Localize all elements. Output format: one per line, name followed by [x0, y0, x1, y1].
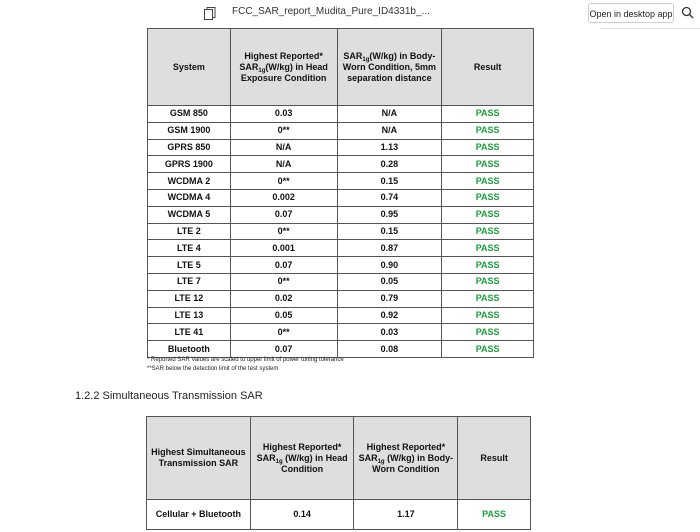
cell-result: PASS — [442, 341, 534, 358]
header-body-sar: Highest Reported* $SAR_{1g}$ (W/kg) in Body-Worn Condition — [354, 417, 458, 500]
cell-system: GPRS 850 — [148, 139, 231, 156]
cell-system: LTE 2 — [148, 223, 231, 240]
cell-result: PASS — [442, 257, 534, 274]
cell-result: PASS — [442, 290, 534, 307]
cell-body: 0.90 — [337, 257, 442, 274]
document-title: FCC_SAR_report_Mudita_Pure_ID4331b_... — [232, 6, 430, 17]
cell-head: 0** — [230, 173, 337, 190]
cell-system: GSM 850 — [148, 106, 231, 123]
table-row — [148, 257, 534, 274]
cell-body: 0.74 — [337, 189, 442, 206]
table-row — [148, 106, 534, 123]
table-row — [148, 240, 534, 257]
cell-head: 0.07 — [230, 341, 337, 358]
cell-result: PASS — [442, 307, 534, 324]
cell-head: 0** — [230, 324, 337, 341]
cell-body: 0.95 — [337, 206, 442, 223]
cell-head: 0.001 — [230, 240, 337, 257]
cell-system: Bluetooth — [148, 341, 231, 358]
table-row — [148, 206, 534, 223]
cell-col1: Cellular + Bluetooth — [147, 500, 251, 530]
table-row — [148, 273, 534, 290]
table-note-detection-limit: **SAR below the detection limit of the test system — [147, 366, 279, 372]
cell-result: PASS — [442, 106, 534, 123]
cell-result: PASS — [442, 223, 534, 240]
cell-head: N/A — [230, 139, 337, 156]
cell-body: 0.15 — [337, 173, 442, 190]
cell-result: PASS — [442, 122, 534, 139]
cell-body: 0.15 — [337, 223, 442, 240]
document-icon — [204, 7, 216, 20]
cell-body: 0.03 — [337, 324, 442, 341]
table-row — [148, 223, 534, 240]
header-body-sar: $SAR_{1g}(W/kg)$ in Body-Worn Condition, 5mm separation distance — [337, 29, 442, 106]
header-system: System — [148, 29, 231, 106]
cell-result: PASS — [442, 273, 534, 290]
cell-result: PASS — [442, 240, 534, 257]
cell-body: 1.13 — [337, 139, 442, 156]
table-row — [147, 500, 531, 530]
section-heading: 1.2.2 Simultaneous Transmission SAR — [75, 390, 263, 402]
cell-result: PASS — [442, 139, 534, 156]
cell-system: LTE 12 — [148, 290, 231, 307]
table-header-row — [148, 29, 534, 106]
cell-body: 0.28 — [337, 156, 442, 173]
page-margin — [0, 28, 60, 532]
cell-body: 0.79 — [337, 290, 442, 307]
header-head-sar: Highest Reported* $SAR_{1g}$ (W/kg) in Head Condition — [250, 417, 354, 500]
header-head-sar: Highest Reported* $SAR_{1g}(W/kg)$ in Head Exposure Condition — [230, 29, 337, 106]
cell-body: N/A — [337, 106, 442, 123]
cell-body: 0.92 — [337, 307, 442, 324]
cell-head: 0** — [230, 273, 337, 290]
cell-system: WCDMA 5 — [148, 206, 231, 223]
cell-result: PASS — [442, 206, 534, 223]
cell-system: LTE 41 — [148, 324, 231, 341]
table-row — [148, 290, 534, 307]
open-in-desktop-app-button[interactable]: Open in desktop app — [588, 3, 674, 23]
cell-system: LTE 7 — [148, 273, 231, 290]
table-row — [148, 122, 534, 139]
cell-head: 0.07 — [230, 257, 337, 274]
cell-head: 0** — [230, 223, 337, 240]
table-header-row — [147, 417, 531, 500]
cell-body: 1.17 — [354, 500, 458, 530]
cell-head: 0.03 — [230, 106, 337, 123]
cell-body: 0.08 — [337, 341, 442, 358]
cell-head: 0.07 — [230, 206, 337, 223]
cell-system: GSM 1900 — [148, 122, 231, 139]
cell-head: 0.14 — [250, 500, 354, 530]
cell-result: PASS — [442, 156, 534, 173]
cell-head: 0.002 — [230, 189, 337, 206]
table-row — [148, 156, 534, 173]
cell-head: N/A — [230, 156, 337, 173]
cell-result: PASS — [442, 189, 534, 206]
simultaneous-sar-table — [146, 416, 531, 530]
table-row — [148, 189, 534, 206]
search-icon[interactable] — [681, 6, 694, 19]
cell-system: LTE 4 — [148, 240, 231, 257]
table-row — [148, 173, 534, 190]
sar-results-table — [147, 28, 534, 358]
viewer-toolbar — [0, 0, 700, 29]
cell-system: WCDMA 4 — [148, 189, 231, 206]
cell-system: WCDMA 2 — [148, 173, 231, 190]
cell-result: PASS — [442, 173, 534, 190]
table-row — [148, 341, 534, 358]
cell-head: 0** — [230, 122, 337, 139]
header-simultaneous: Highest Simultaneous Transmission SAR — [147, 417, 251, 500]
header-result: Result — [442, 29, 534, 106]
cell-system: LTE 5 — [148, 257, 231, 274]
table-row — [148, 324, 534, 341]
cell-result: PASS — [442, 324, 534, 341]
cell-head: 0.02 — [230, 290, 337, 307]
cell-body: 0.87 — [337, 240, 442, 257]
cell-system: LTE 13 — [148, 307, 231, 324]
table-row — [148, 307, 534, 324]
cell-head: 0.05 — [230, 307, 337, 324]
table-note-scaled: * Reported SAR Values are scaled to upper limit of power tuning tolerance — [147, 357, 344, 363]
cell-result: PASS — [458, 500, 531, 530]
table-row — [148, 139, 534, 156]
header-result: Result — [458, 417, 531, 500]
cell-system: GPRS 1900 — [148, 156, 231, 173]
cell-body: 0.05 — [337, 273, 442, 290]
cell-body: N/A — [337, 122, 442, 139]
